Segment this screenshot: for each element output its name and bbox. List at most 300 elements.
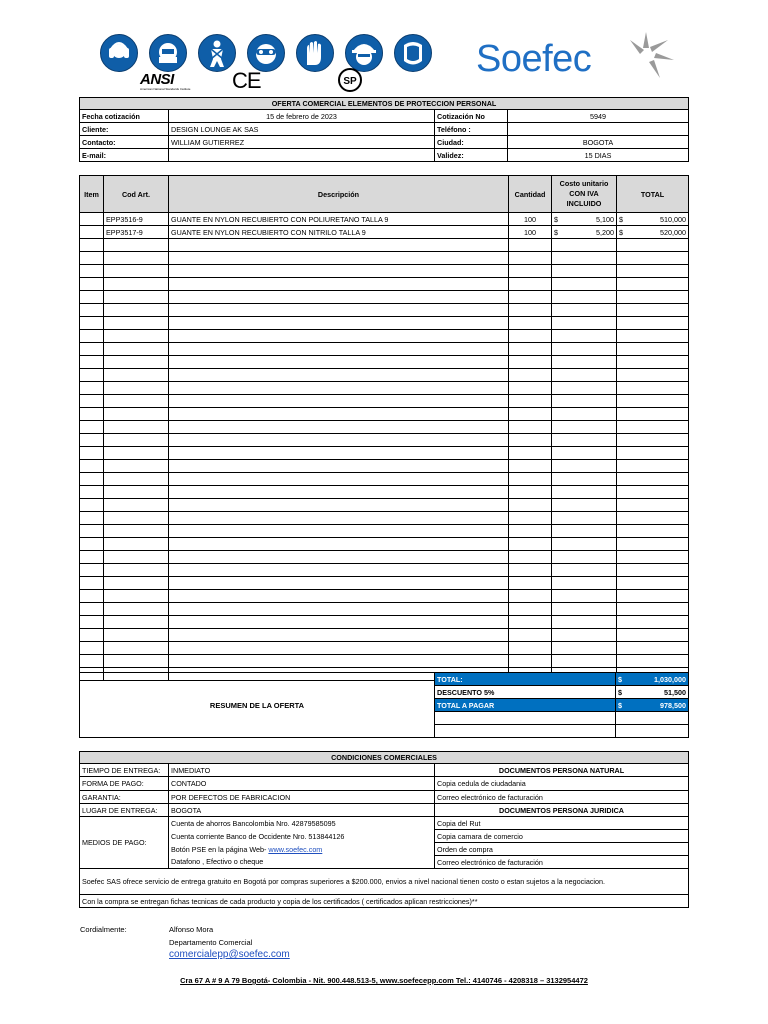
empty-cell <box>617 642 689 655</box>
row-cod: EPP3517-9 <box>104 226 169 239</box>
empty-cell <box>169 629 509 642</box>
empty-cell <box>617 655 689 668</box>
contacto-label: Contacto: <box>80 136 169 149</box>
empty-row <box>80 265 689 278</box>
empty-cell <box>509 356 552 369</box>
empty-cell <box>617 265 689 278</box>
empty-cell <box>169 655 509 668</box>
fecha-label: Fecha cotización <box>80 110 169 123</box>
empty-cell <box>104 317 169 330</box>
empty-cell <box>169 239 509 252</box>
empty-cell <box>80 265 104 278</box>
empty-cell <box>509 278 552 291</box>
garantia-label: GARANTIA: <box>80 791 169 804</box>
empty-cell <box>617 304 689 317</box>
empty-cell <box>169 642 509 655</box>
empty-row <box>80 278 689 291</box>
empty-cell <box>552 395 617 408</box>
empty-cell <box>552 421 617 434</box>
empty-cell <box>169 525 509 538</box>
empty-cell <box>509 395 552 408</box>
empty-cell <box>552 434 617 447</box>
empty-cell <box>169 356 509 369</box>
empty-cell <box>104 590 169 603</box>
delivery-note: Soefec SAS ofrece servicio de entrega gratuito en Bogotá por compras superiores a $200.000, envios a nivel nacional tienen costo o estan sujetos a la negociacion. <box>80 869 689 895</box>
empty-cell <box>509 642 552 655</box>
empty-cell <box>80 239 104 252</box>
soefec-web-link[interactable]: www.soefec.com <box>268 844 323 854</box>
row-total: 520,000 <box>626 226 689 239</box>
col-header-costo <box>552 176 617 213</box>
empty-cell <box>80 473 104 486</box>
empty-cell <box>552 616 617 629</box>
empty-cell <box>169 265 509 278</box>
empty-cell <box>552 330 617 343</box>
row-cant: 100 <box>509 213 552 226</box>
signature-email-link[interactable]: comercialepp@soefec.com <box>169 949 290 960</box>
empty-cell <box>552 499 617 512</box>
row-unit-currency: $ <box>552 213 561 226</box>
empty-cell <box>617 616 689 629</box>
empty-cell <box>552 408 617 421</box>
empty-cell <box>104 395 169 408</box>
empty-cell <box>104 330 169 343</box>
total-label: TOTAL: <box>435 673 616 686</box>
goggles-icon <box>247 34 285 72</box>
empty-row <box>80 291 689 304</box>
empty-row <box>80 447 689 460</box>
empty-row <box>80 434 689 447</box>
empty-row <box>80 642 689 655</box>
empty-cell <box>80 252 104 265</box>
empty-row <box>80 317 689 330</box>
row-total: 510,000 <box>626 213 689 226</box>
empty-cell <box>169 577 509 590</box>
empty-cell <box>617 603 689 616</box>
empty-cell <box>617 330 689 343</box>
ansi-logo <box>140 72 210 96</box>
empty-cell <box>617 525 689 538</box>
empty-cell <box>552 460 617 473</box>
signature-dept: Departamento Comercial <box>169 938 253 947</box>
empty-cell <box>617 447 689 460</box>
entrega-value: INMEDIATO <box>169 764 435 777</box>
empty-cell <box>617 382 689 395</box>
empty-cell <box>552 356 617 369</box>
empty-cell <box>80 395 104 408</box>
empty-cell <box>509 590 552 603</box>
pagar-currency: $ <box>616 699 626 712</box>
pago-label: FORMA DE PAGO: <box>80 777 169 791</box>
medio-pago-1: Cuenta de ahorros Bancolombia Nro. 42879585095 <box>169 817 435 830</box>
empty-cell <box>169 395 509 408</box>
empty-row <box>80 473 689 486</box>
empty-cell <box>169 421 509 434</box>
cliente-label: Cliente: <box>80 123 169 136</box>
row-unit-price: 5,100 <box>561 213 617 226</box>
col-header-cod: Cod Art. <box>104 176 169 213</box>
empty-row <box>80 486 689 499</box>
empty-cell <box>169 551 509 564</box>
empty-cell <box>104 499 169 512</box>
empty-cell <box>104 356 169 369</box>
row-desc: GUANTE EN NYLON RECUBIERTO CON POLIURETANO TALLA 9 <box>169 213 509 226</box>
total-value: 1,030,000 <box>626 673 689 686</box>
empty-cell <box>509 291 552 304</box>
empty-cell <box>617 252 689 265</box>
empty-cell <box>509 551 552 564</box>
empty-cell <box>552 564 617 577</box>
brand-star-icon <box>616 30 676 80</box>
empty-cell <box>104 291 169 304</box>
empty-cell <box>617 564 689 577</box>
ciudad-label: Ciudad: <box>435 136 508 149</box>
empty-cell <box>617 473 689 486</box>
empty-cell <box>80 577 104 590</box>
empty-cell <box>617 486 689 499</box>
empty-cell <box>80 525 104 538</box>
descuento-value: 51,500 <box>626 686 689 699</box>
empty-cell <box>104 447 169 460</box>
row-unit-price: 5,200 <box>561 226 617 239</box>
row-cod: EPP3516-9 <box>104 213 169 226</box>
face-shield-icon <box>149 34 187 72</box>
empty-cell <box>509 265 552 278</box>
empty-cell <box>104 538 169 551</box>
empty-cell <box>80 538 104 551</box>
empty-cell <box>509 304 552 317</box>
empty-row <box>80 551 689 564</box>
empty-cell <box>169 499 509 512</box>
empty-row <box>80 538 689 551</box>
empty-cell <box>80 304 104 317</box>
juridica-doc-1: Copia del Rut <box>435 817 689 830</box>
empty-cell <box>104 577 169 590</box>
empty-cell <box>509 538 552 551</box>
empty-cell <box>80 499 104 512</box>
fecha-value: 15 de febrero de 2023 <box>169 110 435 123</box>
empty-cell <box>80 369 104 382</box>
empty-row <box>80 304 689 317</box>
medio-pago-4: Datafono , Efectivo o cheque <box>169 856 435 869</box>
empty-row <box>80 577 689 590</box>
empty-cell <box>169 408 509 421</box>
ansi-logo-subtext: American National Standards Institute <box>140 87 191 91</box>
summary-blank <box>616 712 689 725</box>
empty-cell <box>617 460 689 473</box>
signature-label: Cordialmente: <box>80 925 127 934</box>
empty-cell <box>80 551 104 564</box>
col-header-costo-line2: CON IVA <box>569 189 599 198</box>
empty-cell <box>169 460 509 473</box>
empty-cell <box>104 486 169 499</box>
medio-pago-3-text: Botón PSE en la página Web- <box>171 844 267 854</box>
empty-cell <box>552 304 617 317</box>
empty-cell <box>509 512 552 525</box>
cliente-value: DESIGN LOUNGE AK SAS <box>169 123 435 136</box>
empty-row <box>80 408 689 421</box>
summary-blank <box>435 725 616 738</box>
summary-table <box>79 672 689 738</box>
empty-row <box>80 369 689 382</box>
row-total-currency: $ <box>617 226 626 239</box>
empty-cell <box>509 603 552 616</box>
empty-cell <box>509 486 552 499</box>
empty-cell <box>169 590 509 603</box>
empty-cell <box>169 512 509 525</box>
empty-cell <box>509 330 552 343</box>
empty-cell <box>80 278 104 291</box>
empty-cell <box>104 460 169 473</box>
empty-cell <box>80 317 104 330</box>
empty-cell <box>552 265 617 278</box>
empty-row <box>80 356 689 369</box>
empty-cell <box>169 473 509 486</box>
col-header-desc: Descripción <box>169 176 509 213</box>
empty-cell <box>617 317 689 330</box>
empty-cell <box>509 369 552 382</box>
empty-cell <box>169 538 509 551</box>
empty-cell <box>509 382 552 395</box>
empty-cell <box>104 525 169 538</box>
summary-blank <box>616 725 689 738</box>
medio-pago-3 <box>169 843 435 856</box>
welding-mask-icon <box>394 34 432 72</box>
row-item <box>80 226 104 239</box>
empty-cell <box>104 265 169 278</box>
empty-cell <box>617 577 689 590</box>
natural-docs-title: DOCUMENTOS PERSONA NATURAL <box>435 764 689 777</box>
empty-cell <box>104 252 169 265</box>
empty-cell <box>617 512 689 525</box>
empty-row <box>80 421 689 434</box>
natural-doc-2: Correo electrónico de facturación <box>435 791 689 804</box>
col-header-costo-line3: INCLUIDO <box>566 199 602 208</box>
empty-cell <box>80 512 104 525</box>
empty-cell <box>169 434 509 447</box>
empty-cell <box>169 317 509 330</box>
garantia-value: POR DEFECTOS DE FABRICACION <box>169 791 435 804</box>
empty-cell <box>104 603 169 616</box>
empty-row <box>80 343 689 356</box>
empty-cell <box>617 291 689 304</box>
col-header-total: TOTAL <box>617 176 689 213</box>
empty-cell <box>552 317 617 330</box>
validez-label: Validez: <box>435 149 508 162</box>
email-label: E-mail: <box>80 149 169 162</box>
empty-cell <box>80 356 104 369</box>
juridica-doc-3: Orden de compra <box>435 843 689 856</box>
empty-cell <box>509 499 552 512</box>
certificates-note: Con la compra se entregan fichas tecnicas de cada producto y copia de los certificados ( certificados aplican restricciones)** <box>80 895 689 908</box>
brand-name: Soefec <box>476 38 592 80</box>
empty-cell <box>552 655 617 668</box>
pagar-label: TOTAL A PAGAR <box>435 699 616 712</box>
empty-cell <box>509 239 552 252</box>
summary-blank <box>435 712 616 725</box>
empty-cell <box>80 434 104 447</box>
empty-cell <box>552 551 617 564</box>
empty-cell <box>169 291 509 304</box>
empty-cell <box>509 460 552 473</box>
medio-pago-2: Cuenta corriente Banco de Occidente Nro. 513844126 <box>169 830 435 843</box>
ce-mark: CE <box>232 68 261 93</box>
empty-row <box>80 525 689 538</box>
ear-protection-icon <box>100 34 138 72</box>
empty-row <box>80 629 689 642</box>
empty-cell <box>80 629 104 642</box>
empty-cell <box>80 330 104 343</box>
empty-row <box>80 460 689 473</box>
empty-cell <box>80 486 104 499</box>
empty-cell <box>169 304 509 317</box>
empty-cell <box>80 382 104 395</box>
empty-cell <box>104 278 169 291</box>
empty-cell <box>552 291 617 304</box>
empty-cell <box>80 447 104 460</box>
empty-cell <box>617 395 689 408</box>
empty-row <box>80 382 689 395</box>
contacto-value: WILLIAM GUTIERREZ <box>169 136 435 149</box>
conditions-table <box>79 751 689 908</box>
offer-title: OFERTA COMERCIAL ELEMENTOS DE PROTECCION PERSONAL <box>80 98 689 110</box>
empty-cell <box>509 343 552 356</box>
empty-cell <box>552 343 617 356</box>
empty-cell <box>80 616 104 629</box>
empty-cell <box>617 629 689 642</box>
empty-cell <box>552 603 617 616</box>
empty-cell <box>104 421 169 434</box>
empty-row <box>80 395 689 408</box>
empty-cell <box>552 629 617 642</box>
empty-cell <box>169 616 509 629</box>
empty-cell <box>552 382 617 395</box>
gloves-icon <box>296 34 334 72</box>
empty-cell <box>169 369 509 382</box>
empty-cell <box>104 343 169 356</box>
empty-cell <box>80 642 104 655</box>
empty-cell <box>80 421 104 434</box>
empty-cell <box>552 252 617 265</box>
natural-doc-1: Copia cedula de ciudadania <box>435 777 689 791</box>
empty-cell <box>104 551 169 564</box>
empty-cell <box>169 252 509 265</box>
empty-cell <box>509 616 552 629</box>
lugar-value: BOGOTA <box>169 804 435 817</box>
empty-cell <box>509 564 552 577</box>
row-total-currency: $ <box>617 213 626 226</box>
empty-cell <box>169 278 509 291</box>
empty-cell <box>552 369 617 382</box>
empty-cell <box>169 343 509 356</box>
empty-cell <box>509 317 552 330</box>
cotizacion-value: 5949 <box>508 110 689 123</box>
empty-cell <box>552 486 617 499</box>
juridica-doc-2: Copia camara de comercio <box>435 830 689 843</box>
footer-address: Cra 67 A # 9 A 79 Bogotá- Colombia - Nit. 900.448.513-5, www.soefecepp.com Tel.: 4140746 - 4208318 – 3132954472 <box>180 976 588 985</box>
telefono-value <box>508 123 689 136</box>
pago-value: CONTADO <box>169 777 435 791</box>
email-value <box>169 149 435 162</box>
empty-cell <box>552 590 617 603</box>
hard-hat-icon <box>345 34 383 72</box>
empty-row <box>80 252 689 265</box>
empty-cell <box>104 434 169 447</box>
empty-cell <box>509 577 552 590</box>
empty-cell <box>617 356 689 369</box>
csa-logo <box>338 68 362 92</box>
empty-cell <box>104 512 169 525</box>
empty-cell <box>509 408 552 421</box>
empty-cell <box>617 590 689 603</box>
empty-cell <box>552 525 617 538</box>
empty-cell <box>80 564 104 577</box>
empty-cell <box>509 421 552 434</box>
empty-cell <box>617 239 689 252</box>
col-header-costo-line1: Costo unitario <box>559 179 609 188</box>
descuento-label: DESCUENTO 5% <box>435 686 616 699</box>
empty-cell <box>104 369 169 382</box>
empty-row <box>80 603 689 616</box>
ansi-logo-text: ANSI <box>140 71 174 88</box>
empty-cell <box>617 408 689 421</box>
pagar-value: 978,500 <box>626 699 689 712</box>
lugar-label: LUGAR DE ENTREGA: <box>80 804 169 817</box>
table-row <box>80 213 689 226</box>
col-header-cant: Cantidad <box>509 176 552 213</box>
empty-cell <box>552 239 617 252</box>
empty-cell <box>552 278 617 291</box>
empty-cell <box>80 590 104 603</box>
empty-cell <box>80 343 104 356</box>
empty-cell <box>80 291 104 304</box>
empty-cell <box>104 616 169 629</box>
juridica-docs-title: DOCUMENTOS PERSONA JURIDICA <box>435 804 689 817</box>
empty-cell <box>104 382 169 395</box>
col-header-item: Item <box>80 176 104 213</box>
summary-label: RESUMEN DE LA OFERTA <box>80 673 435 738</box>
empty-cell <box>509 252 552 265</box>
empty-cell <box>617 538 689 551</box>
entrega-label: TIEMPO DE ENTREGA: <box>80 764 169 777</box>
empty-cell <box>104 642 169 655</box>
empty-cell <box>104 473 169 486</box>
soefec-logo <box>476 30 676 90</box>
row-unit-currency: $ <box>552 226 561 239</box>
validez-value: 15 DIAS <box>508 149 689 162</box>
empty-cell <box>169 603 509 616</box>
empty-cell <box>80 460 104 473</box>
empty-cell <box>80 408 104 421</box>
empty-cell <box>104 408 169 421</box>
empty-cell <box>169 382 509 395</box>
juridica-doc-4: Correo electrónico de facturación <box>435 856 689 869</box>
offer-info-table <box>79 97 689 162</box>
empty-cell <box>80 655 104 668</box>
empty-cell <box>617 499 689 512</box>
table-row <box>80 226 689 239</box>
empty-row <box>80 512 689 525</box>
empty-cell <box>509 473 552 486</box>
empty-cell <box>104 655 169 668</box>
empty-cell <box>169 330 509 343</box>
empty-cell <box>509 434 552 447</box>
empty-cell <box>509 525 552 538</box>
csa-logo-text: SP <box>343 76 357 87</box>
empty-row <box>80 564 689 577</box>
empty-cell <box>169 564 509 577</box>
row-item <box>80 213 104 226</box>
